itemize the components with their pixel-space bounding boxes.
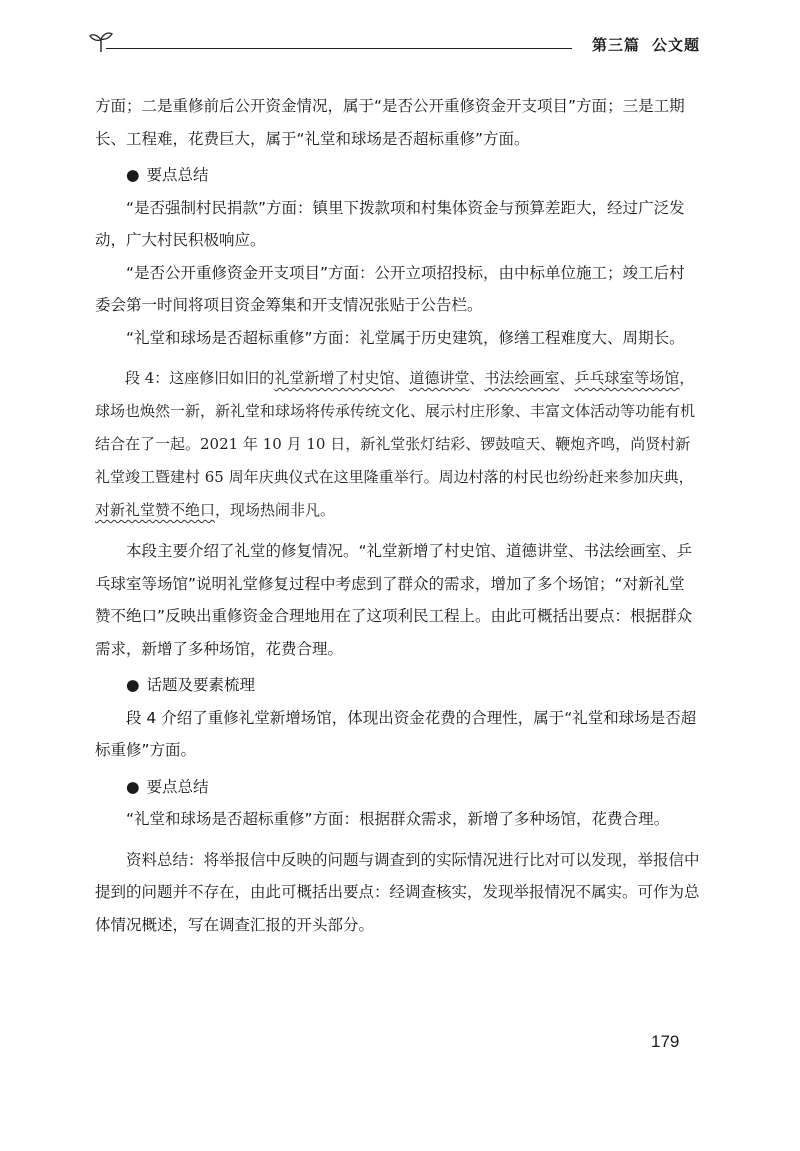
topic-heading-label: 话题及要素梳理: [146, 676, 255, 694]
header-topic: 公文题: [651, 36, 700, 54]
segment-4-text: 、: [559, 369, 575, 387]
page-number: 179: [651, 1032, 680, 1051]
segment-4-highlight: 礼堂新增了村史馆: [274, 369, 395, 387]
sprout-icon: [88, 30, 114, 54]
material-segment-4: [95, 362, 700, 527]
topic-heading: [95, 669, 700, 702]
summary-point-public-expenditure: “是否公开重修资金开支项目”方面：公开立项招投标，由中标单位施工；竣工后村委会第一时间将项目资金筹集和开支情况张贴于公告栏。: [95, 263, 685, 314]
summary-heading-1-label: 要点总结: [146, 166, 209, 184]
header-part: 第三篇: [591, 36, 640, 54]
segment-4-text: 、: [394, 369, 410, 387]
segment-4-highlight: 书法绘画室: [484, 369, 560, 387]
segment-4-text: ，现场热闹非凡。: [215, 501, 336, 519]
summary-point-forced-donation: “是否强制村民捐款”方面：镇里下拨款项和村集体资金与预算差距大，经过广泛发动，广大村民积极响应。: [95, 198, 685, 249]
summary-point-over-standard: “礼堂和球场是否超标重修”方面：礼堂属于历史建筑，修缮工程难度大、周期长。: [126, 328, 685, 347]
segment-4-text: ，球场也焕然一新，新礼堂和球场将传承传统文化、展示村庄形象、丰富文体活动等功能有机结合在了一起。2021 年 10 月 10 日，新礼堂张灯结彩、锣鼓喧天、鞭炮齐鸣，尚贤村新礼堂竣工暨建村 65 周年庆典仪式在这里隆重举行。周边村落的村民也纷纷赶来参加庆典，: [95, 369, 696, 486]
page-body: [95, 90, 700, 941]
segment-4-highlight: 道德讲堂: [409, 369, 470, 387]
segment-4-highlight: 对新礼堂赞不绝口: [95, 501, 216, 519]
segment-4-analysis: 本段主要介绍了礼堂的修复情况。“礼堂新增了村史馆、道德讲堂、书法绘画室、乒乓球室等场馆”说明礼堂修复过程中考虑到了群众的需求，增加了多个场馆；“对新礼堂赞不绝口”反映出重修资金合理地用在了这项利民工程上。由此可概括出要点：根据群众需求，新增了多种场馆，花费合理。: [95, 542, 693, 658]
summary-point-2: “礼堂和球场是否超标重修”方面：根据群众需求，新增了多种场馆，花费合理。: [126, 810, 670, 828]
bullet-icon: ●: [126, 166, 140, 184]
segment-4-highlight: 乒乓球室等场馆: [574, 369, 680, 387]
segment-4-text: 、: [469, 369, 485, 387]
bullet-icon: ●: [126, 777, 140, 796]
header-rule: [106, 48, 572, 49]
summary-heading-2: [95, 771, 700, 804]
paragraph-continuation: 方面；二是重修前后公开资金情况，属于“是否公开重修资金开支项目”方面；三是工期长、工程难，花费巨大，属于“礼堂和球场是否超标重修”方面。: [95, 97, 685, 148]
bullet-icon: ●: [126, 676, 140, 694]
summary-heading-2-label: 要点总结: [146, 777, 209, 796]
page-header: [88, 30, 700, 60]
material-summary: 资料总结：将举报信中反映的问题与调查到的实际情况进行比对可以发现，举报信中提到的问题并不存在，由此可概括出要点：经调查核实，发现举报情况不属实。可作为总体情况概述，写在调查汇报的开头部分。: [95, 850, 700, 934]
segment-4-text: 段 4：这座修旧如旧的: [125, 369, 275, 387]
header-title: [592, 34, 700, 55]
topic-text: 段 4 介绍了重修礼堂新增场馆，体现出资金花费的合理性，属于“礼堂和球场是否超标重修”方面。: [95, 708, 697, 759]
summary-heading-1: [95, 159, 700, 192]
